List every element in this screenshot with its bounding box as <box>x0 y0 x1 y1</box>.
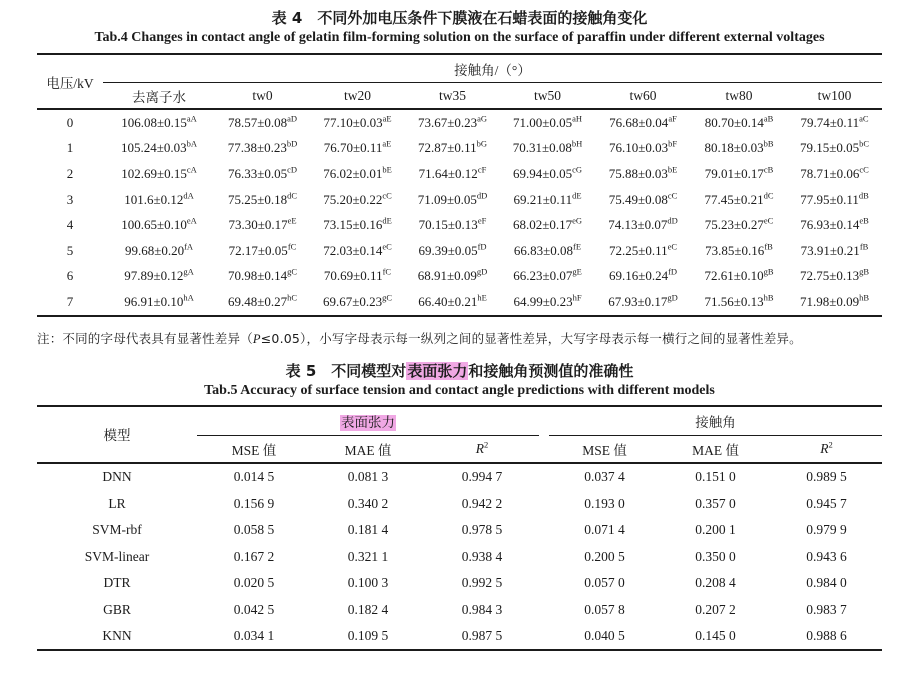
table5-metric-header <box>425 435 539 463</box>
table5-value-cell: 0.014 5 <box>233 469 275 484</box>
r-squared-exponent: 2 <box>484 439 489 450</box>
significance-superscript: hA <box>183 292 194 303</box>
table4-value-cell: $66.83\pm 0.08^{fE}$ <box>513 241 582 258</box>
table5-value-cell: 0.988 6 <box>806 628 847 643</box>
table5-model-cell: DNN <box>102 469 132 484</box>
table4-value-cell: $69.39\pm 0.05^{fD}$ <box>418 241 487 258</box>
table5-value-cell: 0.984 3 <box>461 601 503 617</box>
table4-column-header: tw50 <box>500 83 595 110</box>
table4-value-cell: $70.15\pm 0.13^{eF}$ <box>418 215 487 233</box>
table4-title-zh: 表 4 不同外加电压条件下膜液在石蜡表面的接触角变化 <box>271 9 648 27</box>
table4-row <box>37 212 882 238</box>
table4-value-cell: $68.02\pm 0.17^{eG}$ <box>512 215 583 233</box>
table5-metric-header: MAE 值 <box>660 435 771 463</box>
significance-superscript: gE <box>572 267 582 278</box>
table5-value-cell: 0.938 4 <box>461 548 503 564</box>
table4-value-cell: $102.69\pm 0.15^{cA}$ <box>121 164 197 181</box>
table5-row <box>37 596 882 623</box>
table5-subheader-gap <box>539 435 549 463</box>
table4-value-cell: 73.15±0.16dE <box>323 215 392 233</box>
table5-model-cell: SVM-rbf <box>92 522 142 537</box>
table5-title-zh <box>37 362 882 381</box>
table4-value-cell: $73.30\pm 0.17^{eE}$ <box>228 215 297 233</box>
table5-value-cell: 0.987 5 <box>461 628 503 643</box>
significance-superscript: aG <box>477 113 488 124</box>
table4-voltage-cell: 3 <box>66 191 74 207</box>
significance-superscript: hB <box>763 292 774 303</box>
table4-value-cell: $70.98\pm 0.14^{gC}$ <box>227 267 298 284</box>
significance-superscript: cC <box>667 190 678 201</box>
table4-voltage-cell: 1 <box>66 140 74 156</box>
table5-value-cell: 0.100 3 <box>347 575 389 590</box>
table4-voltage-cell: 7 <box>66 293 74 309</box>
significance-superscript: gC <box>382 292 393 303</box>
table4-voltage-cell: 4 <box>66 217 74 233</box>
table4-row <box>37 289 882 316</box>
significance-superscript: eA <box>186 215 197 226</box>
table4-value-cell: $75.49\pm 0.08^{cC}$ <box>608 190 678 207</box>
significance-superscript: aC <box>859 113 869 124</box>
table4-column-header: 去离子水 <box>103 83 215 110</box>
table4-column-header: tw60 <box>595 83 691 110</box>
significance-superscript: eC <box>763 215 774 226</box>
table5-value-cell: 0.207 2 <box>695 601 736 617</box>
table4-value-cell: $78.57\pm 0.08^{aD}$ <box>227 113 298 130</box>
table4-value-cell: $71.56\pm 0.13^{hB}$ <box>704 292 774 309</box>
table5-value-cell: 0.989 5 <box>806 469 847 484</box>
table4 <box>37 53 882 317</box>
significance-superscript: bB <box>763 139 774 150</box>
table5-gap-cell <box>539 596 549 623</box>
r-squared-symbol: R <box>820 440 829 456</box>
significance-superscript: gD <box>476 267 488 278</box>
significance-superscript: eG <box>572 215 583 226</box>
significance-superscript: fB <box>764 241 773 252</box>
table5-value-cell: 0.020 5 <box>233 575 275 590</box>
table4-value-cell: $106.08\pm 0.15^{aA}$ <box>121 113 197 130</box>
table5-value-cell: 0.151 0 <box>695 469 736 484</box>
table4-title-en: Tab.4 Changes in contact angle of gelatin film-forming solution on the surface of paraffin under different external voltages <box>94 30 825 45</box>
significance-superscript: eF <box>477 215 487 226</box>
table4-note <box>37 330 882 348</box>
significance-superscript: fB <box>859 241 869 252</box>
table4-value-cell: $72.61\pm 0.10^{gB}$ <box>704 267 774 284</box>
note-pre: 注：不同的字母代表具有显著性差异（ <box>37 330 253 346</box>
table5-gap-cell <box>539 570 549 597</box>
table4-value-cell: $71.09\pm 0.05^{dD}$ <box>417 190 488 207</box>
table5-metric-header <box>771 435 882 463</box>
table5-gap-cell <box>539 517 549 544</box>
table4-value-cell: $99.68\pm 0.20^{fA}$ <box>124 241 194 258</box>
significance-superscript: hB <box>859 292 870 303</box>
significance-superscript: aA <box>186 113 197 124</box>
significance-superscript: cC <box>859 164 869 175</box>
table4-value-cell: $70.69\pm 0.11^{fC}$ <box>323 267 392 284</box>
table4-value-cell: 69.21±0.11dE <box>513 190 582 207</box>
significance-superscript: bE <box>667 164 678 175</box>
table4-value-cell: $75.88\pm 0.03^{bE}$ <box>608 164 678 181</box>
table4-column-header: tw0 <box>215 83 310 110</box>
table4-value-cell: $75.20\pm 0.22^{cC}$ <box>323 190 392 207</box>
table4-value-cell: $72.03\pm 0.14^{eC}$ <box>323 241 392 258</box>
table5-value-cell: 0.979 9 <box>806 522 847 537</box>
table4-value-cell: $76.02\pm 0.01^{bE}$ <box>323 164 392 181</box>
significance-superscript: cB <box>763 164 774 175</box>
significance-superscript: aH <box>572 113 583 124</box>
table5-value-cell: 0.945 7 <box>806 495 847 511</box>
table4-value-cell: $69.94\pm 0.05^{cG}$ <box>512 164 583 181</box>
table5-value-cell: 0.034 1 <box>233 628 275 643</box>
table5-model-cell: LR <box>108 495 126 511</box>
significance-superscript: gA <box>183 267 194 278</box>
table4-value-cell: $67.93\pm 0.17^{gD}$ <box>608 292 678 309</box>
table4-value-cell: $72.25\pm 0.11^{eC}$ <box>608 241 678 258</box>
significance-superscript: cA <box>186 164 197 175</box>
table4-value-cell: $66.40\pm 0.21^{hE}$ <box>418 292 487 309</box>
significance-superscript: aF <box>668 113 677 124</box>
table4-value-cell: $72.17\pm 0.05^{fC}$ <box>228 241 297 258</box>
table4-value-cell: $69.67\pm 0.23^{gC}$ <box>322 292 393 309</box>
table5-title-highlight: 表面张力 <box>407 361 468 380</box>
significance-superscript: dE <box>572 190 582 201</box>
significance-superscript: fC <box>382 267 392 278</box>
significance-superscript: fD <box>668 267 678 278</box>
significance-superscript: bA <box>186 139 198 150</box>
r-squared-exponent: 2 <box>828 439 833 450</box>
table5-group-gap <box>539 406 549 436</box>
table4-voltage-cell: 5 <box>66 242 74 258</box>
table5-value-cell: 0.193 0 <box>584 495 625 511</box>
table5-value-cell: 0.071 4 <box>584 522 625 537</box>
table5-gap-cell <box>539 463 549 491</box>
surface-tension-highlight: 表面张力 <box>341 414 396 431</box>
table5-value-cell: 0.167 2 <box>233 548 275 564</box>
significance-superscript: bH <box>571 139 583 150</box>
table4-value-cell: $77.45\pm 0.21^{dC}$ <box>704 190 774 207</box>
table5-row <box>37 570 882 597</box>
table4-group-header-row <box>37 54 882 83</box>
table5-body <box>37 463 882 651</box>
table5-model-header: 模型 <box>37 406 197 463</box>
table5-gap-cell <box>539 543 549 570</box>
significance-superscript: cF <box>477 164 487 175</box>
table5-value-cell: 0.181 4 <box>347 522 389 537</box>
significance-superscript: fD <box>477 241 487 252</box>
table5-value-cell: 0.037 4 <box>584 469 625 484</box>
table5-value-cell: 0.350 0 <box>695 548 736 564</box>
table5-value-cell: 0.156 9 <box>233 495 275 511</box>
table4-row <box>37 238 882 264</box>
table5-row <box>37 543 882 570</box>
table4-column-header: tw100 <box>787 83 882 110</box>
significance-superscript: gC <box>287 267 298 278</box>
table4-value-cell: $80.70\pm 0.14^{aB}$ <box>704 113 774 130</box>
table4-value-cell: $72.87\pm 0.11^{bG}$ <box>417 139 488 156</box>
table4-value-cell: $100.65\pm 0.10^{eA}$ <box>121 215 197 233</box>
table5-value-cell: 0.984 0 <box>806 575 847 590</box>
significance-superscript: bE <box>382 164 392 175</box>
table5-value-cell: 0.057 8 <box>584 601 625 617</box>
table4-value-cell: $76.10\pm 0.03^{bF}$ <box>608 139 678 156</box>
table4-value-cell: $70.31\pm 0.08^{bH}$ <box>512 139 583 156</box>
note-post: ≤0.05），小写字母表示每一纵列之间的显著性差异，大写字母表示每一横行之间的显著性差异。 <box>260 330 802 346</box>
significance-superscript: dD <box>667 215 678 226</box>
table4-value-cell: $75.25\pm 0.18^{dC}$ <box>227 190 298 207</box>
table4-contact-angle-group-header: 接触角/（°） <box>103 54 882 83</box>
table5-value-cell: 0.145 0 <box>695 628 736 643</box>
table5-gap-cell <box>539 490 549 517</box>
table5-value-cell: 0.081 3 <box>347 469 389 484</box>
table5-group-header-row <box>37 406 882 436</box>
table4-value-cell: $105.24\pm 0.03^{bA}$ <box>120 139 198 156</box>
significance-superscript: hC <box>287 292 298 303</box>
table4-body <box>37 109 882 316</box>
table4-value-cell: $69.48\pm 0.27^{hC}$ <box>227 292 298 309</box>
table4-value-cell: $72.75\pm 0.13^{gB}$ <box>799 267 870 284</box>
table5-title-post: 和接触角预测值的准确性 <box>468 361 634 380</box>
table4-row <box>37 136 882 162</box>
table5-row <box>37 517 882 544</box>
significance-superscript: gD <box>667 292 678 303</box>
table4-value-cell: $76.70\pm 0.11^{aE}$ <box>323 139 392 156</box>
table5-value-cell: 0.057 0 <box>584 575 625 590</box>
note-p-symbol: P <box>252 331 261 346</box>
table4-value-cell: $75.23\pm 0.27^{eC}$ <box>704 215 774 233</box>
table4-value-cell: $79.15\pm 0.05^{bC}$ <box>799 139 870 156</box>
r-squared-symbol: R <box>475 440 485 456</box>
significance-superscript: bD <box>286 139 298 150</box>
table4-value-cell: $76.33\pm 0.05^{cD}$ <box>227 164 298 181</box>
table4-value-cell: $64.99\pm 0.23^{hF}$ <box>513 292 582 309</box>
table4-value-cell: $73.91\pm 0.21^{fB}$ <box>800 241 869 258</box>
table5-title-en: Tab.5 Accuracy of surface tension and contact angle predictions with different models <box>204 382 715 398</box>
table5-value-cell: 0.182 4 <box>347 601 389 617</box>
significance-superscript: eB <box>859 215 869 226</box>
table4-row <box>37 187 882 213</box>
table5-model-cell: SVM-linear <box>84 548 150 564</box>
table5-value-cell: 0.208 4 <box>695 575 736 590</box>
table4-row <box>37 109 882 136</box>
table5-value-cell: 0.943 6 <box>806 548 847 564</box>
table4-value-cell: $71.00\pm 0.05^{aH}$ <box>512 113 583 130</box>
significance-superscript: gB <box>859 267 870 278</box>
table5-value-cell: 0.109 5 <box>347 628 389 643</box>
significance-superscript: eE <box>287 215 297 226</box>
table5-value-cell: 0.983 7 <box>806 601 847 617</box>
significance-superscript: bG <box>476 139 488 150</box>
table4-value-cell: $96.91\pm 0.10^{hA}$ <box>124 292 194 309</box>
significance-superscript: eC <box>382 241 392 252</box>
table5-gap-cell <box>539 623 549 651</box>
table5 <box>37 405 882 652</box>
significance-superscript: fE <box>573 241 582 252</box>
table5-value-cell: 0.978 5 <box>461 522 503 537</box>
table5-row <box>37 623 882 651</box>
table5-value-cell: 0.994 7 <box>461 469 503 484</box>
table5-value-cell: 0.040 5 <box>584 628 625 643</box>
table4-voltage-header: 电压/kV <box>37 54 103 109</box>
significance-superscript: bF <box>668 139 678 150</box>
table5-model-cell: DTR <box>103 575 131 590</box>
significance-superscript: hF <box>572 292 582 303</box>
table4-voltage-cell: 6 <box>66 268 74 284</box>
table4-column-header: tw35 <box>405 83 500 110</box>
table4-value-cell: $68.91\pm 0.09^{gD}$ <box>417 267 488 284</box>
table5-model-cell: KNN <box>102 628 132 643</box>
table4-value-cell: $76.93\pm 0.14^{eB}$ <box>800 215 869 233</box>
significance-superscript: aB <box>763 113 774 124</box>
table5-value-cell: 0.992 5 <box>461 575 503 590</box>
table4-value-cell: $77.10\pm 0.03^{aE}$ <box>323 113 392 130</box>
table5-contact-angle-group-header: 接触角 <box>549 406 882 436</box>
significance-superscript: aE <box>382 113 392 124</box>
table4-value-cell: $77.95\pm 0.11^{dB}$ <box>800 190 869 207</box>
significance-superscript: cD <box>287 164 298 175</box>
table5-surface-tension-group-header <box>197 406 539 436</box>
table4-value-cell: $71.64\pm 0.12^{cF}$ <box>418 164 487 181</box>
table5-row <box>37 463 882 491</box>
significance-superscript: bC <box>859 139 870 150</box>
significance-superscript: fC <box>287 241 297 252</box>
significance-superscript: fA <box>184 241 194 252</box>
table4-voltage-cell: 2 <box>66 165 74 181</box>
table4-value-cell: $101.6\pm 0.12^{dA}$ <box>124 190 194 207</box>
significance-superscript: dE <box>382 215 392 226</box>
table5-row <box>37 490 882 517</box>
table4-value-cell: $79.01\pm 0.17^{cB}$ <box>704 164 774 181</box>
significance-superscript: aD <box>287 113 298 124</box>
table5-metric-header: MAE 值 <box>311 435 425 463</box>
table5-value-cell: 0.942 2 <box>461 495 503 511</box>
table5-metric-header: MSE 值 <box>549 435 660 463</box>
table4-value-cell: $66.23\pm 0.07^{gE}$ <box>513 267 582 284</box>
significance-superscript: eC <box>667 241 678 252</box>
table4-value-cell: $73.67\pm 0.23^{aG}$ <box>417 113 488 130</box>
table5-value-cell: 0.200 1 <box>695 522 736 537</box>
table4-row <box>37 161 882 187</box>
table4-value-cell: $79.74\pm 0.11^{aC}$ <box>800 113 869 130</box>
table4-value-cell: $78.71\pm 0.06^{cC}$ <box>800 164 869 181</box>
table4-column-header: tw80 <box>691 83 787 110</box>
table4-value-cell: $80.18\pm 0.03^{bB}$ <box>704 139 774 156</box>
table4-value-cell: $69.16\pm 0.24^{fD}$ <box>608 267 678 284</box>
significance-superscript: dC <box>287 190 298 201</box>
table4-subheader-row <box>37 83 882 110</box>
significance-superscript: dD <box>476 190 488 201</box>
table5-value-cell: 0.058 5 <box>233 522 275 537</box>
table4-value-cell: $74.13\pm 0.07^{dD}$ <box>608 215 678 233</box>
table4-value-cell: $76.68\pm 0.04^{aF}$ <box>609 113 677 130</box>
significance-superscript: cC <box>382 190 392 201</box>
significance-superscript: aE <box>382 139 392 150</box>
table5-model-cell: GBR <box>103 601 131 617</box>
significance-superscript: hE <box>477 292 487 303</box>
table4-value-cell: $77.38\pm 0.23^{bD}$ <box>227 139 298 156</box>
table5-value-cell: 0.340 2 <box>347 495 389 511</box>
table4-value-cell: $97.89\pm 0.12^{gA}$ <box>124 267 194 284</box>
table4-column-header: tw20 <box>310 83 405 110</box>
table5-title-pre: 表 5 不同模型对 <box>285 361 407 380</box>
table5-value-cell: 0.321 1 <box>347 548 389 564</box>
significance-superscript: dB <box>858 190 869 201</box>
significance-superscript: cG <box>572 164 583 175</box>
table4-value-cell: $73.85\pm 0.16^{fB}$ <box>705 241 773 258</box>
significance-superscript: gB <box>763 267 774 278</box>
table4-row <box>37 264 882 290</box>
table5-metric-header: MSE 值 <box>197 435 311 463</box>
table5-value-cell: 0.357 0 <box>695 495 736 511</box>
table5-value-cell: 0.200 5 <box>584 548 625 564</box>
page-content <box>37 0 882 651</box>
table4-voltage-cell: 0 <box>66 114 74 130</box>
table4-value-cell: $71.98\pm 0.09^{hB}$ <box>799 292 870 309</box>
significance-superscript: dA <box>183 190 194 201</box>
significance-superscript: dC <box>763 190 774 201</box>
table5-value-cell: 0.042 5 <box>233 601 275 617</box>
